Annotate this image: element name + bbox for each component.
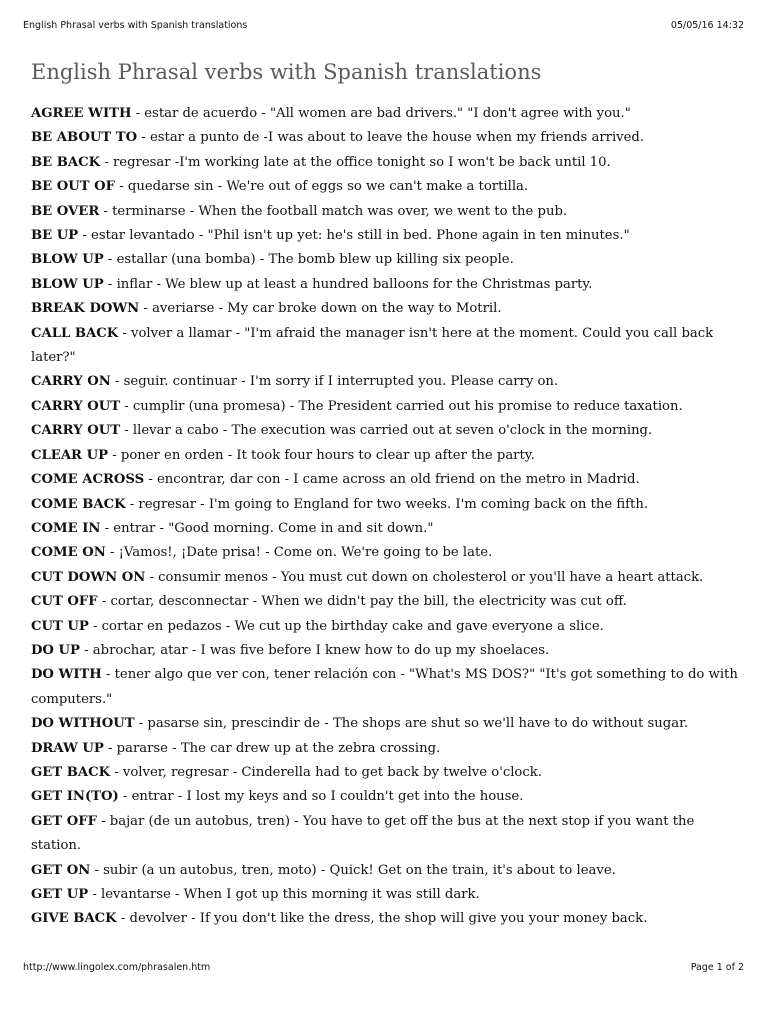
entry: [31, 761, 743, 785]
entry-term: DO UP: [31, 642, 80, 658]
entry-term: CUT DOWN ON: [31, 569, 146, 585]
page-title: English Phrasal verbs with Spanish translations: [31, 60, 542, 84]
entry: [31, 810, 743, 859]
phrasal-verb-list: [31, 102, 743, 932]
entry-term: DO WITHOUT: [31, 716, 135, 732]
entry: [31, 883, 743, 907]
entry: [31, 102, 743, 126]
entry-term: COME IN: [31, 520, 101, 536]
entry-definition: - averiarse - My car broke down on the way to Motril.: [139, 301, 502, 317]
entry-definition: - regresar -I'm working late at the office tonight so I won't be back until 10.: [100, 154, 611, 170]
entry: [31, 151, 743, 175]
entry-term: BE ABOUT TO: [31, 130, 138, 146]
entry: [31, 224, 743, 248]
entry-definition: - llevar a cabo - The execution was carried out at seven o'clock in the morning.: [120, 423, 653, 439]
entry: [31, 175, 743, 199]
entry-term: BREAK DOWN: [31, 301, 140, 317]
entry-term: CUT UP: [31, 618, 89, 634]
entry-term: BE UP: [31, 228, 79, 244]
entry-term: GET BACK: [31, 764, 111, 780]
entry-definition: - regresar - I'm going to England for two weeks. I'm coming back on the fifth.: [125, 496, 649, 512]
entry-term: CARRY ON: [31, 374, 111, 390]
entry-definition: - estar de acuerdo - "All women are bad drivers." "I don't agree with you.": [131, 106, 631, 121]
entry-term: GET ON: [31, 862, 91, 878]
entry-term: CARRY OUT: [31, 423, 121, 439]
entry: [31, 859, 743, 883]
entry-term: CALL BACK: [31, 325, 119, 341]
entry-term: COME ACROSS: [31, 472, 145, 488]
entry: [31, 248, 743, 272]
entry: [31, 493, 743, 517]
header-datetime: 05/05/16 14:32: [670, 20, 744, 31]
entry-term: GET OFF: [31, 813, 97, 829]
entry: [31, 712, 743, 736]
entry-definition: - poner en orden - It took four hours to clear up after the party.: [108, 447, 535, 463]
header-document-title: English Phrasal verbs with Spanish translations: [23, 20, 248, 31]
entry: [31, 297, 743, 321]
entry: [31, 444, 743, 468]
entry-definition: - volver a llamar - "I'm afraid the manager isn't here at the moment. Could you call back later?": [31, 325, 714, 366]
entry-definition: - quedarse sin - We're out of eggs so we can't make a tortilla.: [115, 179, 529, 195]
entry-definition: - terminarse - When the football match was over, we went to the pub.: [99, 203, 568, 219]
entry-term: AGREE WITH: [31, 106, 132, 121]
entry-term: BLOW UP: [31, 252, 104, 268]
entry: [31, 419, 743, 443]
entry-definition: - consumir menos - You must cut down on cholesterol or you'll have a heart attack.: [145, 569, 704, 585]
footer-page-number: Page 1 of 2: [690, 962, 744, 973]
entry: [31, 639, 743, 663]
entry: [31, 737, 743, 761]
entry-definition: - pararse - The car drew up at the zebra crossing.: [103, 740, 441, 756]
entry-term: COME BACK: [31, 496, 126, 512]
entry: [31, 590, 743, 614]
entry: [31, 517, 743, 541]
entry-definition: - inflar - We blew up at least a hundred balloons for the Christmas party.: [103, 276, 593, 292]
entry-definition: - bajar (de un autobus, tren) - You have to get off the bus at the next stop if you want the station.: [31, 813, 695, 854]
entry-definition: - estallar (una bomba) - The bomb blew up killing six people.: [103, 252, 514, 268]
entry-definition: - ¡Vamos!, ¡Date prisa! - Come on. We're going to be late.: [105, 545, 493, 561]
entry: [31, 566, 743, 590]
entry: [31, 273, 743, 297]
entry-definition: - entrar - I lost my keys and so I couldn't get into the house.: [118, 789, 524, 805]
entry: [31, 468, 743, 492]
entry-term: GET IN(TO): [31, 789, 119, 805]
entry-term: BE OVER: [31, 203, 100, 219]
entry-term: CARRY OUT: [31, 398, 121, 414]
entry-term: GET UP: [31, 887, 89, 902]
entry-term: DRAW UP: [31, 740, 104, 756]
entry-definition: - estar levantado - "Phil isn't up yet: he's still in bed. Phone again in ten minutes.": [78, 228, 630, 244]
entry-definition: - levantarse - When I got up this morning it was still dark.: [88, 887, 480, 902]
entry: [31, 663, 743, 712]
entry-definition: - pasarse sin, prescindir de - The shops are shut so we'll have to do without sugar.: [134, 716, 689, 732]
entry-term: GIVE BACK: [31, 911, 117, 927]
entry-term: BE OUT OF: [31, 179, 116, 195]
entry: [31, 200, 743, 224]
entry: [31, 541, 743, 565]
entry-definition: - cortar, desconnectar - When we didn't pay the bill, the electricity was cut off.: [97, 594, 627, 610]
entry: [31, 126, 743, 150]
entry-definition: - tener algo que ver con, tener relación con - "What's MS DOS?" "It's got something to do with computers.": [31, 667, 738, 707]
entry-definition: - abrochar, atar - I was five before I knew how to do up my shoelaces.: [79, 642, 550, 658]
entry-term: CLEAR UP: [31, 447, 109, 463]
entry: [31, 322, 743, 371]
entry-term: CUT OFF: [31, 594, 98, 610]
entry-definition: - subir (a un autobus, tren, moto) - Quick! Get on the train, it's about to leave.: [90, 862, 616, 878]
entry: [31, 907, 743, 931]
entry-definition: - cortar en pedazos - We cut up the birthday cake and gave everyone a slice.: [88, 618, 604, 634]
entry-definition: - devolver - If you don't like the dress, the shop will give you your money back.: [116, 911, 648, 927]
entry-definition: - estar a punto de -I was about to leave the house when my friends arrived.: [137, 130, 645, 146]
entry-definition: - volver, regresar - Cinderella had to get back by twelve o'clock.: [110, 764, 542, 780]
entry-term: BLOW UP: [31, 276, 104, 292]
entry: [31, 370, 743, 394]
entry-definition: - cumplir (una promesa) - The President carried out his promise to reduce taxation.: [120, 398, 683, 414]
entry: [31, 615, 743, 639]
entry-definition: - entrar - "Good morning. Come in and sit down.": [100, 520, 434, 536]
entry: [31, 395, 743, 419]
entry-term: DO WITH: [31, 667, 102, 683]
entry-term: COME ON: [31, 545, 106, 561]
entry-definition: - encontrar, dar con - I came across an old friend on the metro in Madrid.: [144, 472, 640, 488]
entry: [31, 785, 743, 809]
entry-term: BE BACK: [31, 154, 101, 170]
entry-definition: - seguir. continuar - I'm sorry if I interrupted you. Please carry on.: [110, 374, 559, 390]
footer-url: http://www.lingolex.com/phrasalen.htm: [23, 962, 211, 973]
